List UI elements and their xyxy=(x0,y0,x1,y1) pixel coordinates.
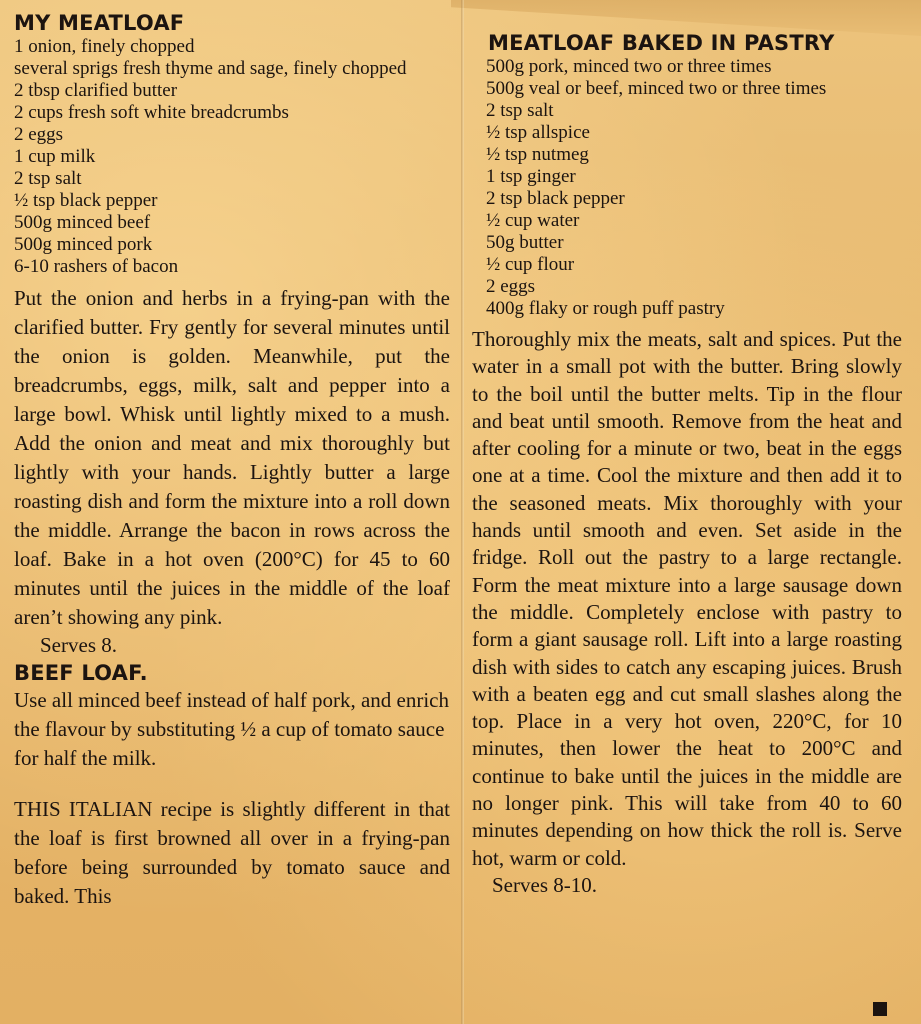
ingredient-item: 500g pork, minced two or three times xyxy=(486,56,772,77)
ingredient-item: 6-10 rashers of bacon xyxy=(14,256,179,277)
variation-title: BEEF LOAF. xyxy=(14,661,148,685)
ingredient-item: ½ cup water xyxy=(486,210,580,231)
recipe1-title: MY MEATLOAF xyxy=(14,11,185,35)
ingredient-item: ½ tsp allspice xyxy=(486,122,590,143)
italian-intro: THIS ITALIAN recipe is slightly different in that the loaf is first browned all over in a frying-pan before being surrounded by tomato sauce and baked. This xyxy=(14,797,450,908)
recipe1-method: Put the onion and herbs in a frying-pan with the clarified butter. Fry gently for several minutes until the onion is golden. Meanwhile, put the breadcrumbs, eggs, milk, salt and pepper into a large bowl. Whisk until lightly mixed to a mush. Add the onion and meat and mix thoroughly but lightly with your hands. Lightly butter a large roasting dish and form the mixture into a roll down the middle. Arrange the bacon in rows across the loaf. Bake in a hot oven (200°C) for 45 to 60 minutes until the juices in the middle of the loaf aren’t showing any pink. xyxy=(14,286,450,629)
ingredient-item: 1 cup milk xyxy=(14,146,96,167)
ingredient-item: 1 tsp ginger xyxy=(486,166,576,187)
ingredient-item: 2 cups fresh soft white breadcrumbs xyxy=(14,102,289,123)
ingredient-item: 2 tbsp clarified butter xyxy=(14,80,178,101)
ingredient-item: 500g veal or beef, minced two or three times xyxy=(486,78,827,99)
recipe2-serves: Serves 8-10. xyxy=(492,872,597,897)
end-of-article-mark xyxy=(873,1002,887,1016)
recipe2-method: Thoroughly mix the meats, salt and spices. Put the water in a small pot with the butter. Bring slowly to the boil until the butter melts. Tip in the flour and beat until smooth. Remove from the heat and after cooling for a minute or two, beat in the eggs one at a time. Cool the mixture and then add it to the seasoned meats. Mix thoroughly with your hands until smooth and even. Set aside in the fridge. Roll out the pastry to a large rectangle. Form the meat mixture into a large sausage down the middle. Completely enclose with pastry to form a giant sausage roll. Lift into a large roasting dish with sides to catch any escaping juices. Brush with a beaten egg and cut small slashes along the top. Place in a very hot oven, 220°C, for 10 minutes, then lower the heat to 200°C and continue to bake until the juices in the middle are no longer pink. This will take from 40 to 60 minutes depending on how thick the roll is. Serve hot, warm or cold. xyxy=(472,327,902,870)
ingredient-item: 2 tsp black pepper xyxy=(486,188,625,209)
ingredient-item: ½ tsp black pepper xyxy=(14,190,158,211)
ingredient-item: 2 eggs xyxy=(14,124,64,145)
ingredient-item: ½ cup flour xyxy=(486,254,575,275)
left-column xyxy=(14,10,450,911)
ingredient-item: 500g minced beef xyxy=(14,212,151,233)
ingredient-item: ½ tsp nutmeg xyxy=(486,144,589,165)
recipe2-ingredients xyxy=(472,56,902,320)
recipe2-title: MEATLOAF BAKED IN PASTRY xyxy=(488,31,835,55)
ingredient-item: 400g flaky or rough puff pastry xyxy=(486,298,725,319)
ingredient-item: 2 eggs xyxy=(486,276,536,297)
right-column xyxy=(472,30,902,898)
variation-text: Use all minced beef instead of half pork, and enrich the flavour by substituting ½ a cup of tomato sauce for half the milk. xyxy=(14,688,450,770)
recipe1-serves: Serves 8. xyxy=(40,633,117,657)
recipe1-ingredients xyxy=(14,36,450,278)
ingredient-item: 1 onion, finely chopped xyxy=(14,36,195,57)
spacer xyxy=(14,773,450,795)
ingredient-item: 2 tsp salt xyxy=(14,168,82,189)
column-fold xyxy=(461,0,464,1024)
ingredient-item: several sprigs fresh thyme and sage, finely chopped xyxy=(14,58,407,79)
ingredient-item: 500g minced pork xyxy=(14,234,153,255)
ingredient-item: 2 tsp salt xyxy=(486,100,554,121)
ingredient-item: 50g butter xyxy=(486,232,564,253)
